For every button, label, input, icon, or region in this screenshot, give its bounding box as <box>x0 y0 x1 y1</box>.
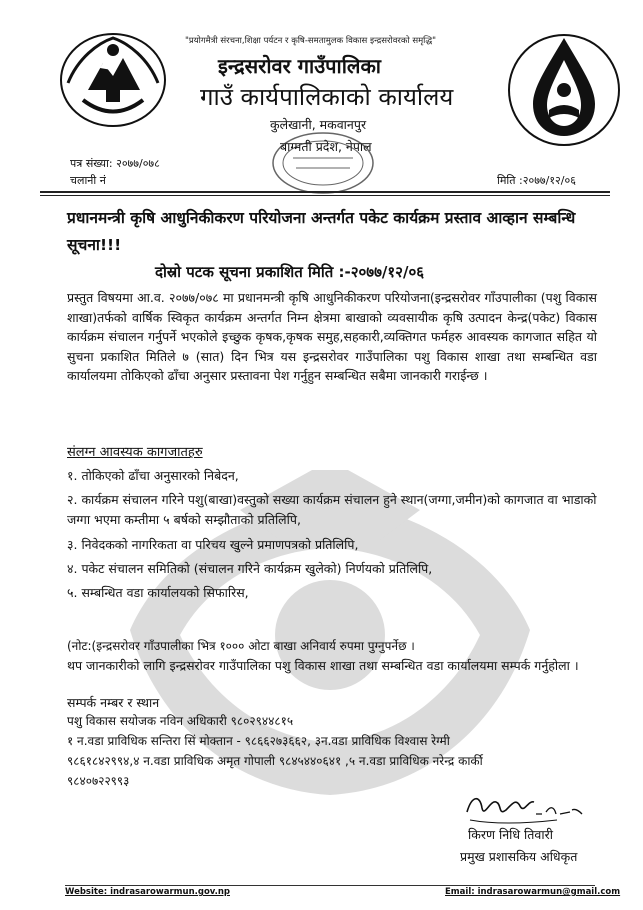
letter-date: मिति :२०७७/१२/०६ <box>497 174 576 187</box>
letter-reference-number: पत्र संख्या: २०७७/०७८ <box>70 157 160 170</box>
document-item: १. तोकिएको ढाँचा अनुसारको निबेदन, <box>67 468 239 483</box>
goat-requirement-note: (नोट:(इन्द्रसरोवर गाँउपालीका भित्र १००० ओटा बाखा अनिवार्य रुपमा पुग्नुपर्नेछ । <box>67 639 415 653</box>
municipality-name: इन्द्रसरोवर गाउँपालिका <box>218 54 381 78</box>
document-item: ५. सम्बन्धित वडा कार्यालयको सिफारिस, <box>67 585 249 600</box>
government-emblem-logo-icon <box>58 28 168 128</box>
handwritten-signature-icon <box>462 790 587 828</box>
contact-line: ९८६१८४२९९४,४ न.वडा प्राविधिक अमृत गोपाली ९८४५४४०६४१ ,५ न.वडा प्राविधिक नरेन्द्र कार्की <box>67 754 483 768</box>
contact-line: ९८४०७२२९९३ <box>67 774 130 788</box>
signer-name: किरण निधि तिवारी <box>468 827 553 842</box>
notice-body: प्रस्तुत विषयमा आ.व. २०७७/०७८ मा प्रधानमन्त्री कृषि आधुनिकीकरण परियोजना(इन्द्रसरोवर गाँउपालीका (पशु विकास शाखा)तर्फको वार्षिक स्विकृत कार्यक्रम अन्तर्गत निम्न क्षेत्रमा बाखाको व्यवसायीक कृषि उत्पादन केन्द्र(पकेट) विकास कार्यक्रम संचालन गर्नुपर्ने भएकोले इच्छुक कृषक,कृषक समुह,सहकारी,व्यक्तिगत फर्महरु आवस्यक कागजात सहित यो सुचना प्रकाशित मितिले ७ (सात) दिन भित्र यस इन्द्रसरोवर गाउँपालिका पशु विकास शाखा तथा सम्बन्धित वडा कार्यालयमा तोकिएको ढाँचा अनुसार प्रस्तावना पेश गर्नुहुन सम्बन्धित सबैमा जानकारी गराईन्छ । <box>67 290 597 383</box>
contact-line: पशु विकास सयोजक नविन अधिकारी ९८०२९४४८१५ <box>67 714 294 728</box>
notice-subject: प्रधानमन्त्री कृषि आधुनिकीकरण परियोजना अन्तर्गत पकेट कार्यक्रम प्रस्ताव आव्हान सम्बन्धि सूचना!!! <box>67 209 576 254</box>
header-divider <box>40 191 610 193</box>
footer-email-link[interactable]: Email: indrasarowarmun@gmail.com <box>445 887 621 897</box>
dispatch-number: चलानी नं <box>70 174 106 187</box>
document-item: २. कार्यक्रम संचालन गरिने पशु(बाखा)वस्तुको सख्या कार्यक्रम संचालन हुने स्थान(जग्गा,जमीन)को कागजात वा भाडाको जग्गा भएमा कम्तीमा ५ बर्षको सम्झौताको प्रतिलिपि, <box>67 492 597 527</box>
footer-website-link[interactable]: Website: indrasarowarmun.gov.np <box>65 887 230 897</box>
footer-divider <box>65 885 595 886</box>
municipality-motto: "प्रयोगमैत्री संरचना,शिक्षा पर्यटन र कृषि-समतामुलक विकास इन्द्रसरोवरको समृद्धि" <box>185 36 437 46</box>
more-information-text: थप जानकारीको लागि इन्द्रसरोवर गाउँपालिका पशु विकास शाखा तथा सम्बन्धित वडा कार्यालयमा सम्पर्क गर्नुहोला । <box>67 658 579 673</box>
address-line-2: बाग्मती प्रदेश, नेपाल <box>280 139 372 154</box>
header-divider-thin <box>40 195 610 196</box>
publication-date: दोस्रो पटक सूचना प्रकाशित मिति :-२०७७/१२/०६ <box>155 263 425 281</box>
contact-heading: सम्पर्क नम्बर र स्थान <box>67 695 160 710</box>
office-seal-stamp-icon <box>268 128 378 198</box>
document-item: ३. निवेदकको नागरिकता वा परिचय खुल्ने प्रमाणपत्रको प्रतिलिपि, <box>67 537 359 552</box>
address-line-1: कुलेखानी, मकवानपुर <box>270 117 367 132</box>
municipality-logo-icon <box>505 30 623 148</box>
office-name: गाउँ कार्यपालिकाको कार्यालय <box>200 83 454 111</box>
required-documents-heading: संलग्न आवस्यक कागजातहरु <box>67 445 203 460</box>
signer-title: प्रमुख प्रशासकिय अधिकृत <box>460 849 578 864</box>
document-item: ४. पकेट संचालन समितिको (संचालन गरिने कार्यक्रम खुलेको) निर्णयको प्रतिलिपि, <box>67 561 433 576</box>
contact-line: १ न.वडा प्राविधिक सन्तिरा सिं मोक्तान - ९८६६२७३६६२, ३न.वडा प्राविधिक विश्वास रेग्मी <box>67 734 450 748</box>
